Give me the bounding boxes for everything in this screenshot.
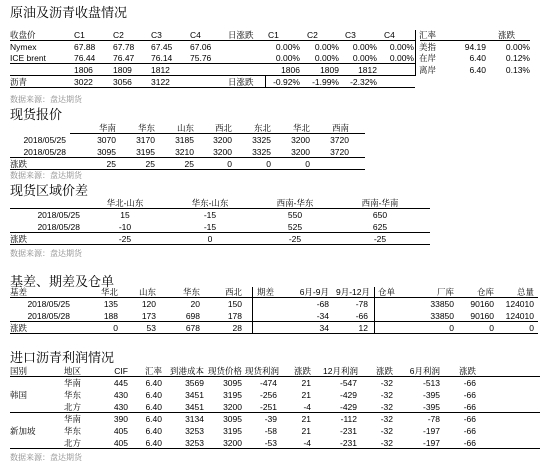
t5-cell: 北方	[64, 438, 82, 448]
t4-cell: 12	[358, 323, 368, 333]
t1-cell: 1812	[358, 65, 377, 75]
t5-cell: 21	[301, 414, 311, 424]
t1-cell: 67.06	[190, 42, 212, 52]
divider	[252, 287, 253, 333]
divider	[10, 63, 415, 64]
t4-header-cell: 基差	[10, 287, 28, 297]
t5-cell: 3569	[185, 378, 204, 388]
section-title-close: 原油及沥青收盘情况	[10, 5, 128, 20]
t5-header-cell: 地区	[64, 366, 82, 376]
divider	[10, 376, 540, 377]
divider	[10, 232, 430, 233]
t3-row-label: 2018/05/25	[37, 210, 80, 220]
t2-cell: 3325	[252, 135, 271, 145]
t1-header-cell: 收盘价	[10, 30, 36, 40]
section-title-spread: 现货区域价差	[10, 183, 89, 198]
t5-cell: 华东	[64, 390, 82, 400]
t4-cell: 2018/05/28	[27, 311, 70, 321]
t5-cell: -32	[380, 438, 393, 448]
t1-cell: 0.00%	[352, 42, 377, 52]
t5-cell: 6.40	[145, 402, 162, 412]
t3-cell: 525	[287, 222, 303, 232]
t5-cell: 405	[113, 426, 128, 436]
t5-cell: 3095	[223, 378, 242, 388]
t5-cell: 21	[301, 390, 311, 400]
t2-cell: 3095	[97, 147, 116, 157]
t1-cell: 6.40	[469, 65, 486, 75]
t3-cell: 0	[207, 234, 213, 244]
t5-cell: 445	[113, 378, 128, 388]
divider	[10, 448, 540, 449]
t5-cell: -231	[339, 438, 357, 448]
t4-cell: -66	[355, 311, 368, 321]
t5-cell: -474	[259, 378, 277, 388]
t4-cell: 2018/05/25	[27, 299, 70, 309]
t5-cell: 3200	[223, 402, 242, 412]
t1-header-cell: C1	[268, 30, 279, 40]
t3-row-label: 2018/05/28	[37, 222, 80, 232]
t5-cell: 430	[113, 390, 128, 400]
t4-cell: 0	[489, 323, 494, 333]
t3-header-cell: 华东-山东	[191, 198, 229, 208]
t5-cell: -53	[264, 438, 277, 448]
t4-cell: 33850	[430, 299, 454, 309]
t2-cell: 0	[227, 159, 232, 169]
section-title-spot: 现货报价	[10, 107, 63, 122]
t1-cell: 3056	[113, 77, 132, 87]
t5-header-cell: 现货价格	[208, 366, 243, 376]
t2-cell: 3170	[136, 135, 155, 145]
t1-header-cell: C2	[113, 30, 124, 40]
t1-cell: 76.47	[113, 53, 135, 63]
t5-cell: -39	[264, 414, 277, 424]
t5-cell: 6.40	[145, 426, 162, 436]
t4-header-cell: 仓库	[476, 287, 494, 297]
divider	[10, 157, 365, 158]
t4-cell: 678	[185, 323, 200, 333]
t1-cell: 日涨跌	[228, 77, 254, 87]
t1-cell: 67.78	[113, 42, 135, 52]
t5-cell: 3134	[185, 414, 204, 424]
t5-cell: 405	[113, 438, 128, 448]
divider	[10, 40, 415, 41]
t2-header-cell: 东北	[253, 123, 271, 133]
t1-cell: 94.19	[464, 42, 486, 52]
t4-cell: 173	[141, 311, 156, 321]
t4-cell: -68	[316, 299, 329, 309]
t5-cell: -197	[422, 438, 440, 448]
t2-header-cell: 山东	[176, 123, 194, 133]
t1-cell: 0.00%	[505, 42, 530, 52]
t5-cell: 3095	[223, 414, 242, 424]
t1-header-cell: C2	[307, 30, 318, 40]
t4-header-cell: 6月-9月	[299, 287, 329, 297]
t2-cell: 3720	[330, 135, 349, 145]
section-title-import: 进口沥青利润情况	[10, 350, 115, 365]
t1-header-cell: C4	[384, 30, 395, 40]
t1-cell: 沥青	[10, 77, 28, 87]
t5-cell: -32	[380, 402, 393, 412]
t5-cell: 3451	[185, 402, 204, 412]
source-note: 数据来源：盘达期货	[10, 249, 82, 258]
divider	[10, 244, 430, 245]
divider	[70, 133, 365, 134]
t5-cell: -547	[339, 378, 357, 388]
t2-row-label: 2018/05/28	[23, 147, 66, 157]
t5-cell: -197	[422, 426, 440, 436]
t5-cell: -513	[422, 378, 440, 388]
t1-header-cell: 涨跌	[498, 30, 516, 40]
t1-header-cell: C3	[345, 30, 356, 40]
t5-header-cell: CIF	[114, 366, 128, 376]
t5-cell: -112	[340, 414, 357, 424]
t1-cell: 0.00%	[275, 42, 300, 52]
t3-cell: -25	[288, 234, 302, 244]
t2-cell: 3200	[213, 135, 232, 145]
t2-cell: 3185	[175, 135, 194, 145]
t4-cell: -78	[355, 299, 368, 309]
t1-cell: 0.00%	[314, 53, 339, 63]
source-note: 数据来源：盘达期货	[10, 95, 82, 104]
t1-cell: ICE brent	[10, 53, 46, 63]
t2-cell: 3720	[330, 147, 349, 157]
t5-cell: -32	[380, 426, 393, 436]
t4-header-cell: 华北	[100, 287, 118, 297]
t5-cell: 21	[301, 378, 311, 388]
t2-cell: 3070	[97, 135, 116, 145]
divider	[265, 75, 266, 87]
t5-cell: 6.40	[145, 390, 162, 400]
t1-header-cell: 汇率	[419, 30, 437, 40]
t4-header-cell: 西北	[224, 287, 242, 297]
t2-header-cell: 华南	[98, 123, 116, 133]
t5-cell: -429	[339, 390, 357, 400]
t5-cell: 华南	[64, 378, 82, 388]
t4-header-cell: 山东	[138, 287, 156, 297]
t5-cell: -66	[463, 402, 476, 412]
t4-cell: 124010	[505, 311, 534, 321]
t3-row-label: 涨跌	[10, 234, 28, 244]
t4-cell: 188	[103, 311, 118, 321]
t5-cell: 3451	[185, 390, 204, 400]
t4-cell: 178	[227, 311, 242, 321]
t4-header-cell: 华东	[182, 287, 200, 297]
t3-cell: 625	[372, 222, 388, 232]
t4-header-cell: 仓单	[378, 287, 396, 297]
t1-cell: 1806	[281, 65, 300, 75]
t1-cell: 0.00%	[314, 42, 339, 52]
divider	[374, 287, 375, 333]
t3-cell: -15	[203, 210, 217, 220]
t4-cell: 53	[146, 323, 156, 333]
t2-cell: 25	[184, 159, 194, 169]
t5-cell: 3195	[223, 390, 242, 400]
t5-cell: 6.40	[145, 438, 162, 448]
t2-cell: 25	[145, 159, 155, 169]
divider	[10, 75, 415, 76]
t1-header-cell: C3	[151, 30, 162, 40]
t5-header-cell: 涨跌	[458, 366, 476, 376]
t5-cell: -32	[380, 390, 393, 400]
t4-cell: 涨跌	[10, 323, 28, 333]
t2-cell: 3200	[291, 147, 310, 157]
t3-cell: -15	[203, 222, 217, 232]
t5-cell: 3195	[223, 426, 242, 436]
t2-cell: 3325	[252, 147, 271, 157]
t4-cell: 34	[319, 323, 329, 333]
t1-cell: -2.32%	[350, 77, 377, 87]
source-note: 数据来源：盘达期货	[10, 171, 82, 180]
t2-cell: 25	[106, 159, 116, 169]
t5-header-cell: 到港成本	[170, 366, 205, 376]
t5-cell: -4	[303, 402, 311, 412]
t4-header-cell: 厂库	[436, 287, 454, 297]
t1-cell: 离岸	[419, 65, 437, 75]
t5-cell: -78	[427, 414, 440, 424]
t1-cell: 0.00%	[352, 53, 377, 63]
t1-header-cell: 日涨跌	[228, 30, 254, 40]
t2-header-cell: 西北	[214, 123, 232, 133]
t1-cell: 1809	[320, 65, 339, 75]
t1-cell: 76.44	[74, 53, 96, 63]
t1-cell: Nymex	[10, 42, 37, 52]
t5-header-cell: 涨跌	[375, 366, 393, 376]
t5-header-cell: 现货利润	[245, 366, 280, 376]
t5-cell: -66	[463, 438, 476, 448]
t1-cell: 0.00%	[389, 53, 414, 63]
t5-cell: 北方	[64, 402, 82, 412]
t1-cell: 0.00%	[389, 42, 414, 52]
t1-cell: -1.99%	[312, 77, 339, 87]
t1-cell: 67.88	[74, 42, 96, 52]
t1-cell: 67.45	[151, 42, 173, 52]
t5-cell: 韩国	[10, 390, 28, 400]
t1-cell: 在岸	[419, 53, 437, 63]
t5-cell: 3253	[185, 438, 204, 448]
t4-cell: 124010	[505, 299, 534, 309]
t4-cell: 33850	[430, 311, 454, 321]
t5-cell: -429	[339, 402, 357, 412]
t3-cell: -25	[118, 234, 132, 244]
t5-cell: -66	[463, 378, 476, 388]
t1-cell: 1806	[74, 65, 93, 75]
t5-cell: -395	[422, 390, 440, 400]
t2-header-cell: 华北	[292, 123, 310, 133]
divider	[10, 321, 538, 322]
t4-cell: 0	[449, 323, 454, 333]
source-note: 数据来源：盘达期货	[10, 453, 82, 462]
t5-cell: -66	[463, 414, 476, 424]
t3-cell: 650	[372, 210, 388, 220]
divider	[10, 87, 415, 88]
t1-header-cell: C1	[74, 30, 85, 40]
divider	[420, 40, 530, 41]
divider	[10, 169, 365, 170]
t5-header-cell: 12月利润	[323, 366, 358, 376]
t5-cell: -66	[463, 426, 476, 436]
t2-header-cell: 华东	[137, 123, 155, 133]
t2-cell: 3210	[175, 147, 194, 157]
t4-cell: 0	[529, 323, 534, 333]
t4-cell: 90160	[470, 311, 494, 321]
t1-cell: 3022	[74, 77, 93, 87]
t5-cell: 3200	[223, 438, 242, 448]
t5-cell: -395	[422, 402, 440, 412]
t3-header-cell: 西南-华东	[276, 198, 314, 208]
t1-cell: 美指	[419, 42, 437, 52]
t4-header-cell: 9月-12月	[336, 287, 371, 297]
divider	[10, 333, 538, 334]
t3-cell: -10	[118, 222, 132, 232]
t2-row-label: 2018/05/25	[23, 135, 66, 145]
t5-cell: 390	[113, 414, 128, 424]
t1-cell: 0.12%	[505, 53, 530, 63]
t5-cell: 430	[113, 402, 128, 412]
divider	[415, 30, 416, 76]
t5-header-cell: 汇率	[144, 366, 162, 376]
t3-cell: -25	[373, 234, 387, 244]
t1-cell: 6.40	[469, 53, 486, 63]
t4-cell: 120	[141, 299, 156, 309]
t3-header-cell: 华北-山东	[106, 198, 144, 208]
t1-cell: 3122	[151, 77, 170, 87]
t4-cell: 135	[103, 299, 118, 309]
t5-cell: 6.40	[145, 414, 162, 424]
t5-cell: -251	[259, 402, 277, 412]
t5-cell: 3253	[185, 426, 204, 436]
section-title-basis: 基差、期差及仓单	[10, 274, 115, 289]
divider	[10, 208, 430, 209]
t5-cell: 华东	[64, 426, 82, 436]
t5-cell: -231	[339, 426, 357, 436]
t5-cell: -4	[303, 438, 311, 448]
t5-cell: -256	[259, 390, 277, 400]
t4-cell: -34	[316, 311, 329, 321]
t1-cell: 1809	[113, 65, 132, 75]
t4-cell: 28	[232, 323, 242, 333]
t1-cell: -0.92%	[273, 77, 300, 87]
t5-cell: -32	[380, 378, 393, 388]
divider	[10, 412, 540, 413]
t4-cell: 698	[185, 311, 200, 321]
t5-cell: -32	[380, 414, 393, 424]
t5-cell: -66	[463, 390, 476, 400]
t2-row-label: 涨跌	[10, 159, 28, 169]
t3-cell: 15	[120, 210, 130, 220]
divider	[10, 297, 538, 298]
t1-cell: 75.76	[190, 53, 212, 63]
t2-cell: 3200	[291, 135, 310, 145]
t2-cell: 3200	[213, 147, 232, 157]
t1-header-cell: C4	[190, 30, 201, 40]
t5-header-cell: 国别	[10, 366, 28, 376]
t2-cell: 0	[266, 159, 271, 169]
t5-cell: 华南	[64, 414, 82, 424]
t1-cell: 0.00%	[275, 53, 300, 63]
t5-cell: 21	[301, 426, 311, 436]
t1-cell: 1812	[151, 65, 170, 75]
t2-cell: 0	[305, 159, 310, 169]
t2-header-cell: 西南	[331, 123, 349, 133]
t3-cell: 550	[287, 210, 303, 220]
t2-cell: 3195	[136, 147, 155, 157]
t1-cell: 0.13%	[505, 65, 530, 75]
t1-cell: 76.14	[151, 53, 173, 63]
t4-header-cell: 期差	[257, 287, 275, 297]
t4-header-cell: 总量	[516, 287, 534, 297]
t4-cell: 20	[190, 299, 200, 309]
t5-cell: 6.40	[145, 378, 162, 388]
t4-cell: 150	[227, 299, 242, 309]
t5-header-cell: 6月利润	[409, 366, 440, 376]
t5-cell: -58	[264, 426, 277, 436]
t5-cell: 新加坡	[10, 426, 36, 436]
t5-header-cell: 涨跌	[293, 366, 311, 376]
t4-cell: 0	[113, 323, 118, 333]
t3-header-cell: 西南-华南	[361, 198, 399, 208]
t4-cell: 90160	[470, 299, 494, 309]
